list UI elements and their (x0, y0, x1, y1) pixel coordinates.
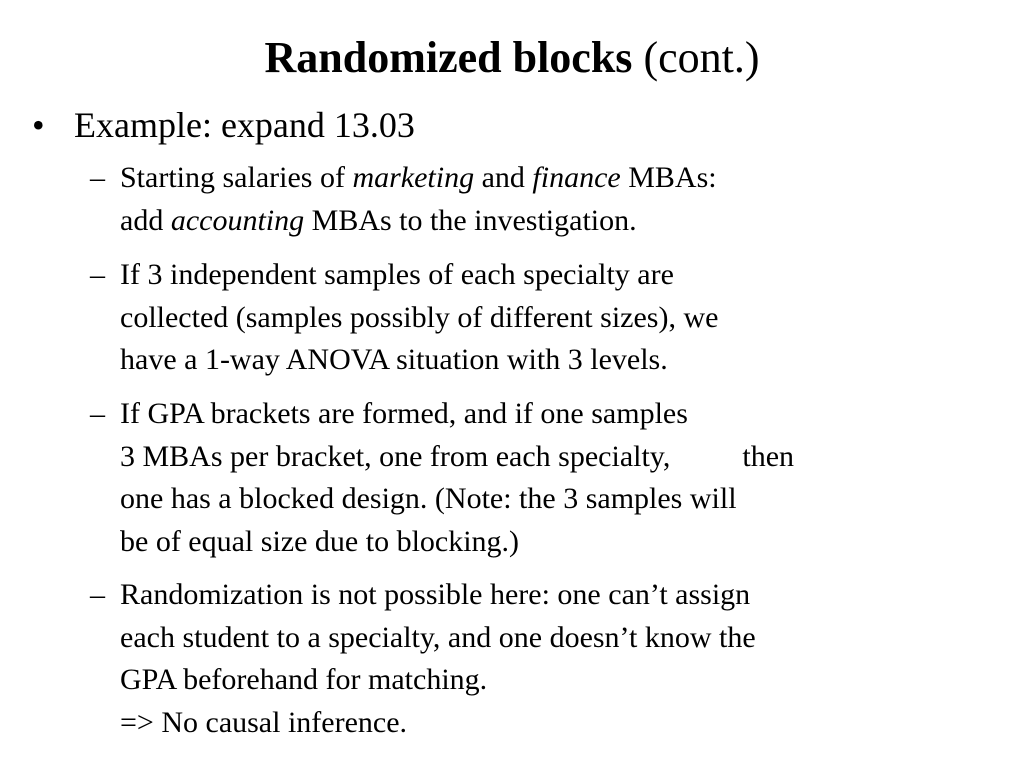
sub-bullet-3-line-3: one has a blocked design. (Note: the 3 samples will (120, 482, 737, 515)
slide-title-suffix: (cont.) (643, 33, 760, 82)
emphasis-accounting: accounting (170, 203, 305, 237)
sub-bullet-4-line-2: each student to a specialty, and one doesn’t know the (120, 620, 756, 654)
dash-icon: – (90, 578, 105, 611)
sub-bullet-2-line-1: If 3 independent samples of each specialty are (120, 258, 674, 291)
dash-icon: – (90, 397, 105, 430)
sub-bullet-1-line-2 (90, 200, 1010, 243)
text-run: then (742, 439, 795, 473)
sub-bullet-3-line-1: If GPA brackets are formed, and if one samples (120, 397, 688, 430)
text-run: add (120, 203, 171, 237)
dash-icon: – (90, 161, 105, 194)
sub-bullet-1 (90, 157, 1010, 242)
sub-bullet-2-line-3: have a 1-way ANOVA situation with 3 levels. (120, 343, 668, 376)
sub-bullet-4-line-1: Randomization is not possible here: one can’t assign (120, 578, 751, 611)
text-run: Starting salaries of (120, 161, 353, 194)
sub-bullet-1-line-1 (90, 157, 1010, 200)
slide-title-main: Randomized blocks (264, 33, 633, 82)
emphasis-marketing: marketing (352, 161, 475, 194)
main-bullet (32, 102, 415, 148)
slide-title (0, 30, 1024, 86)
text-run: MBAs to the investigation. (304, 203, 637, 237)
text-run: 3 MBAs per bracket, one from each specialty, (120, 439, 671, 473)
sub-bullet-4-line-4: => No causal inference. (120, 705, 408, 739)
sub-bullet-4-line-3: GPA beforehand for matching. (120, 663, 488, 696)
sub-bullet-3 (90, 393, 1010, 563)
text-run: MBAs: (620, 161, 717, 194)
bullet-icon: • (32, 105, 45, 145)
main-bullet-text: Example: expand 13.03 (74, 105, 415, 145)
sub-bullet-2 (90, 254, 1010, 382)
text-run: and (474, 161, 533, 194)
sub-bullet-3-line-2 (90, 436, 1010, 479)
sub-bullet-2-line-2: collected (samples possibly of different sizes), we (120, 300, 719, 334)
emphasis-finance: finance (532, 161, 621, 194)
dash-icon: – (90, 258, 105, 291)
sub-bullet-4 (90, 574, 1010, 744)
sub-bullet-3-line-4: be of equal size due to blocking.) (120, 524, 520, 558)
